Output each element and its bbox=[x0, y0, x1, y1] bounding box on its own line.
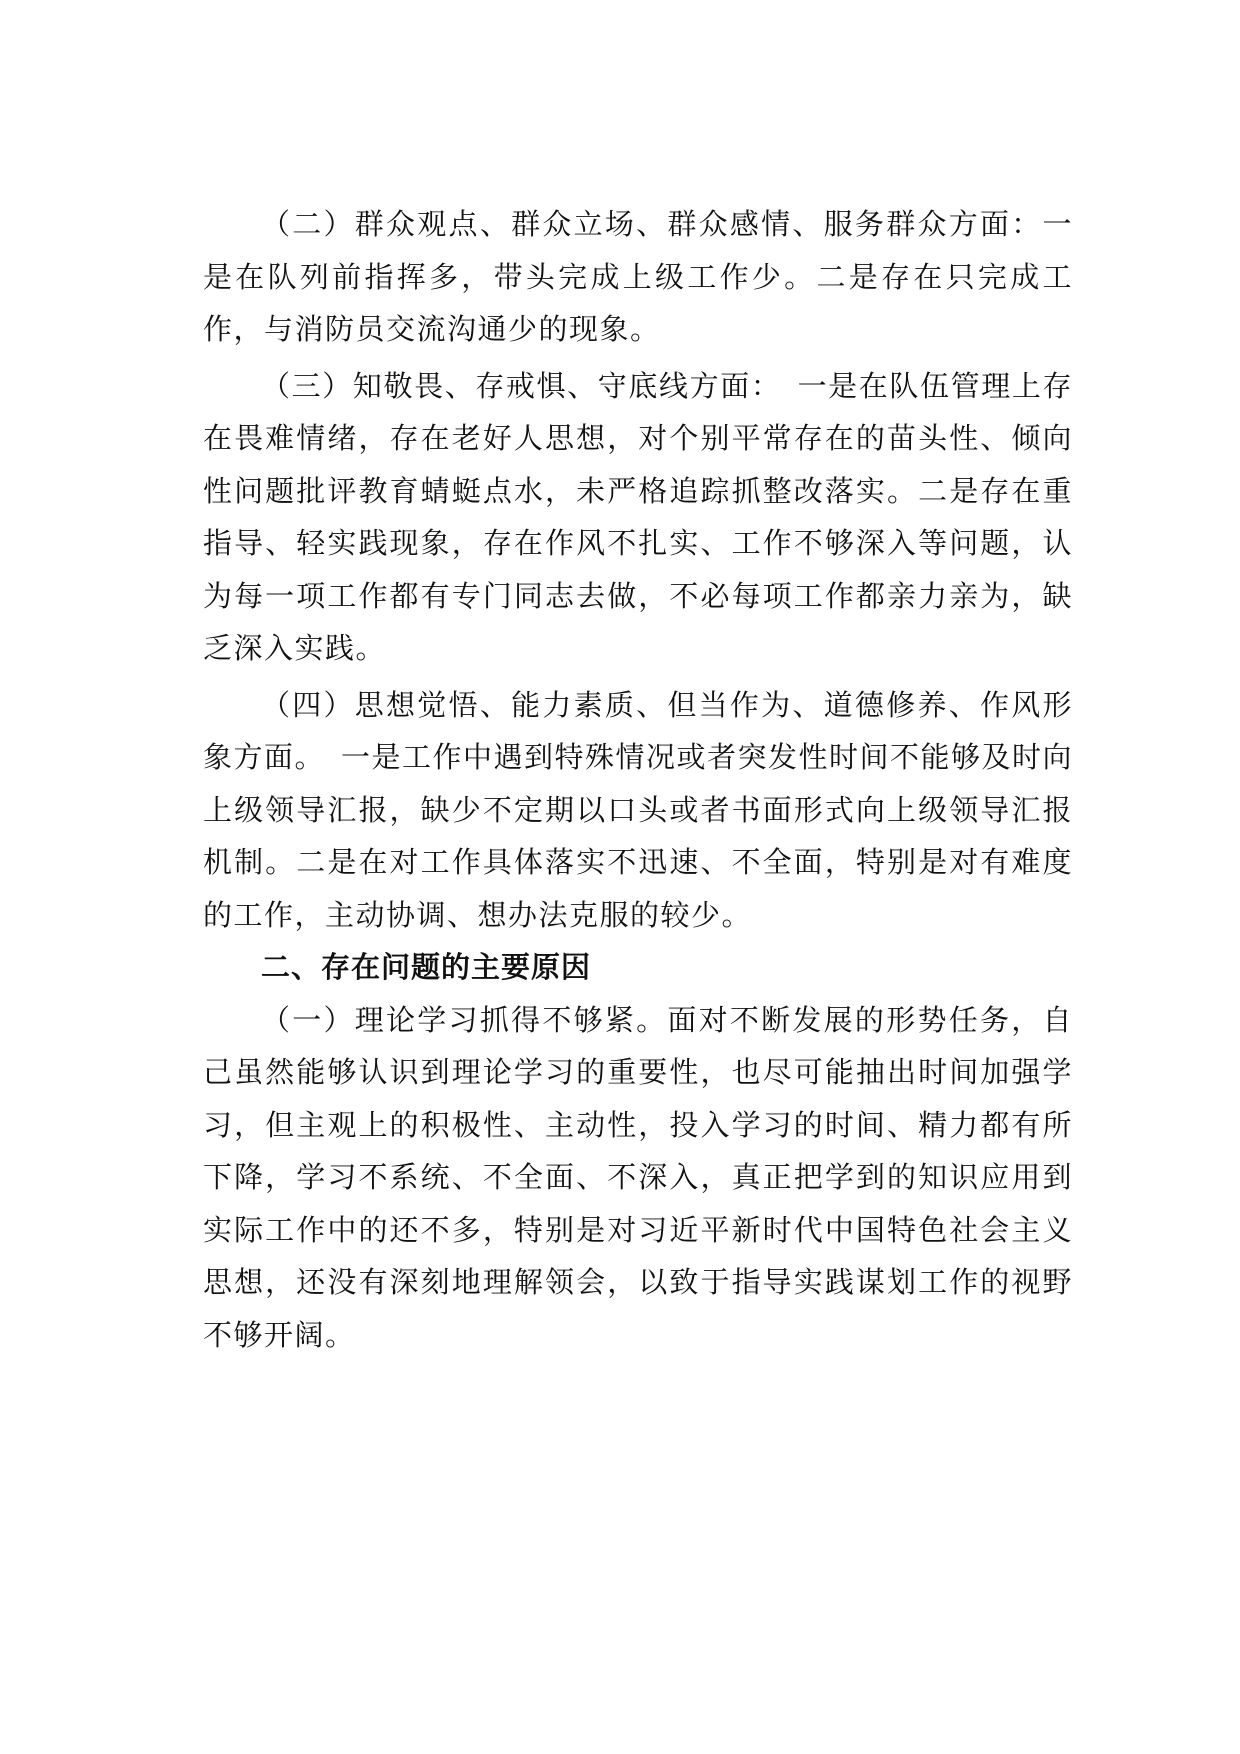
paragraph-mass-viewpoint: （二）群众观点、群众立场、群众感情、服务群众方面：一是在队列前指挥多，带头完成上级工作少。二是存在只完成工作，与消防员交流沟通少的现象。 bbox=[203, 207, 1073, 346]
paragraph-reverence-bottom-line: （三）知敬畏、存戒惧、守底线方面： 一是在队伍管理上存在畏难情绪，存在老好人思想，对个别平常存在的苗头性、倾向性问题批评教育蜻蜓点水，未严格追踪抓整改落实。二是存在重指导、轻实践现象，存在作风不扎实、工作不够深入等问题，认为每一项工作都有专门同志去做，不必每项工作都亲力亲为，缺乏深入实践。 bbox=[203, 368, 1073, 665]
section-heading-main-causes: 二、存在问题的主要原因 bbox=[261, 950, 592, 984]
paragraph-ideological-awareness: （四）思想觉悟、能力素质、但当作为、道德修养、作风形象方面。 一是工作中遇到特殊情况或者突发性时间不能够及时向上级领导汇报，缺少不定期以口头或者书面形式向上级领导汇报机制。二是在对工作具体落实不迅速、不全面，特别是对有难度的工作，主动协调、想办法克服的较少。 bbox=[203, 687, 1074, 932]
paragraph-theory-study: （一）理论学习抓得不够紧。面对不断发展的形势任务，自己虽然能够认识到理论学习的重要性，也尽可能抽出时间加强学习，但主观上的积极性、主动性，投入学习的时间、精力都有所下降，学习不系统、不全面、不深入，真正把学到的知识应用到实际工作中的还不多，特别是对习近平新时代中国特色社会主义思想，还没有深刻地理解领会，以致于指导实践谋划工作的视野不够开阔。 bbox=[203, 1002, 1073, 1352]
document-body bbox=[203, 198, 1073, 1361]
